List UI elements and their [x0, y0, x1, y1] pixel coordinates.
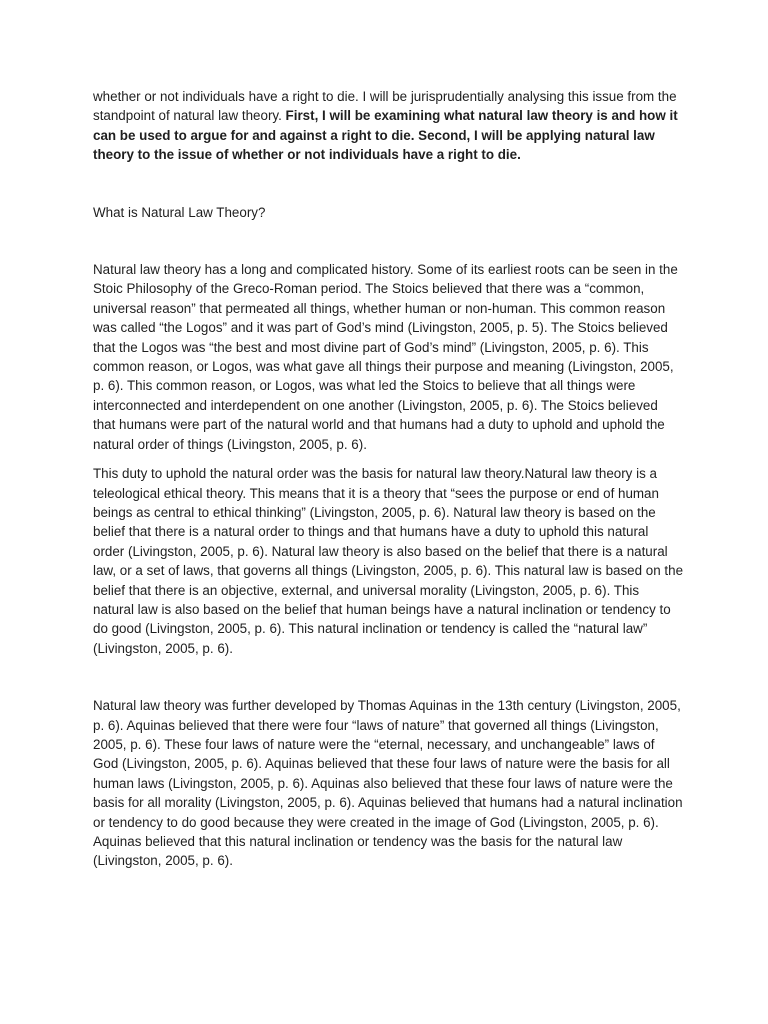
intro-text: whether or not individuals have a right to die. I will be jurisprudentially analysing this issue from the standpoint of natural law theory. [93, 89, 677, 124]
body-paragraph-2: This duty to uphold the natural order was the basis for natural law theory.Natural law theory is a teleological ethical theory. This means that it is a theory that “sees the purpose or end of human beings as central to ethical thinking” (Livingston, 2005, p. 6). Natural law theory is based on the belief that there is a natural order to things and that humans have a duty to uphold this natural order (Livingston, 2005, p. 6). Natural law theory is also based on the belief that there is a natural law, or a set of laws, that governs all things (Livingston, 2005, p. 6). This natural law is based on the belief that there is an objective, external, and universal morality (Livingston, 2005, p. 6). This natural law is also based on the belief that human beings have a natural inclination or tendency to do good (Livingston, 2005, p. 6). This natural inclination or tendency is called the “natural law” (Livingston, 2005, p. 6). [93, 466, 684, 656]
intro-paragraph [93, 87, 683, 165]
section-heading: What is Natural Law Theory? [93, 204, 266, 220]
body-paragraph-1: Natural law theory has a long and complicated history. Some of its earliest roots can be seen in the Stoic Philosophy of the Greco-Roman period. The Stoics believed that there was a “common, universal reason” that permeated all things, whether human or non-human. This common reason was called “the Logos” and it was part of God’s mind (Livingston, 2005, p. 5). The Stoics believed that the Logos was “the best and most divine part of God’s mind” (Livingston, 2005, p. 6). This common reason, or Logos, was what gave all things their purpose and meaning (Livingston, 2005, p. 6). This common reason, or Logos, was what led the Stoics to believe that all things were interconnected and interdependent on one another (Livingston, 2005, p. 6). The Stoics believed that humans were part of the natural world and that humans had a duty to uphold and uphold the natural order of things (Livingston, 2005, p. 6). [93, 262, 678, 452]
intro-bold-text: First, I will be examining what natural law theory is and how it can be used to argue for and against a right to die. Second, I will be applying natural law theory to the issue of whether or not individuals have a right to die. [93, 108, 678, 163]
document-body [93, 87, 683, 871]
body-paragraph-3: Natural law theory was further developed by Thomas Aquinas in the 13th century (Livingston, 2005, p. 6). Aquinas believed that there were four “laws of nature” that governed all things (Livingston, 2005, p. 6). These four laws of nature were the “eternal, necessary, and unchangeable” laws of God (Livingston, 2005, p. 6). Aquinas believed that these four laws of nature were the basis for all human laws (Livingston, 2005, p. 6). Aquinas also believed that these four laws of nature were the basis for all morality (Livingston, 2005, p. 6). Aquinas believed that humans had a natural inclination or tendency to do good because they were created in the image of God (Livingston, 2005, p. 6). Aquinas believed that this natural inclination or tendency was the basis for the natural law (Livingston, 2005, p. 6). [93, 698, 683, 869]
